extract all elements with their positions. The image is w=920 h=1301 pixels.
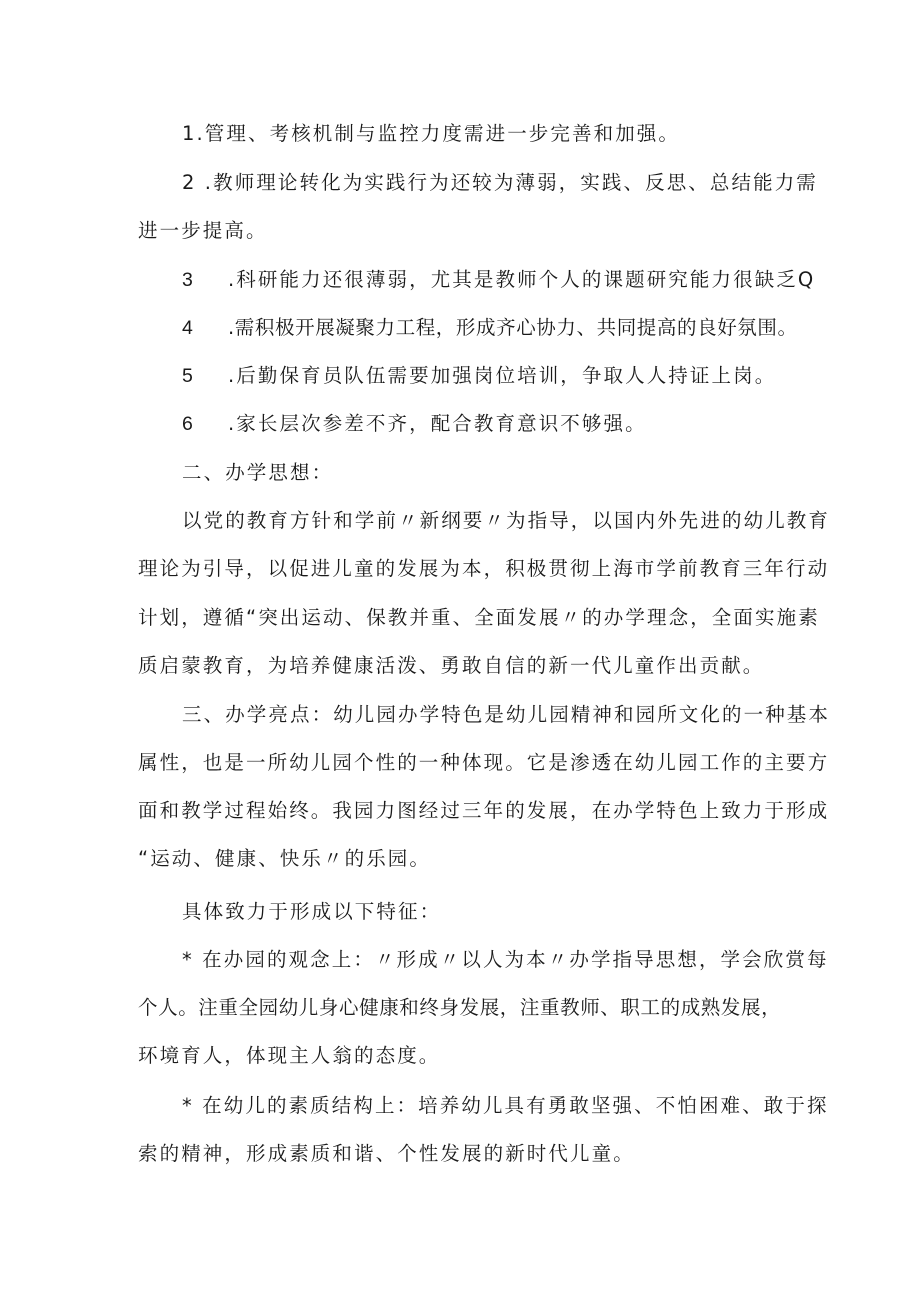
paragraph-line: 面和教学过程始终。我园力图经过三年的发展，在办学特色上致力于形成 <box>138 799 830 822</box>
list-item-5-number: 5 <box>182 365 193 387</box>
list-item-3 <box>182 268 815 292</box>
list-item-2-line-2: 进一步提高。 <box>138 219 268 242</box>
list-item-4-text: .需积极开展凝聚力工程，形成齐心协力、共同提高的良好氛围。 <box>228 316 798 339</box>
paragraph-line: 计划，遵循“突出运动、保教并重、全面发展〃的办学理念，全面实施素 <box>138 606 820 629</box>
list-item-3-number: 3 <box>182 269 193 291</box>
list-item-6 <box>182 412 647 436</box>
list-item-4-number: 4 <box>182 317 193 339</box>
bullet-line: 个人。注重全园幼儿身心健康和终身发展，注重教师、职工的成熟发展， <box>138 996 782 1019</box>
list-item-6-text: .家长层次参差不齐，配合教育意识不够强。 <box>228 412 647 435</box>
list-item-5-text: .后勤保育员队伍需要加强岗位培训，争取人人持证上岗。 <box>228 364 777 387</box>
list-item-1: 1.管理、考核机制与监控力度需进一步完善和加强。 <box>182 122 681 145</box>
bullet-line: 环境育人，体现主人翁的态度。 <box>138 1044 441 1067</box>
list-item-2-line-1: 2 .教师理论转化为实践行为还较为薄弱，实践、反思、总结能力需 <box>182 171 818 194</box>
paragraph-line: “运动、健康、快乐〃的乐园。 <box>138 847 432 870</box>
list-item-5 <box>182 364 776 388</box>
paragraph-line: 以党的教育方针和学前〃新纲要〃为指导，以国内外先进的幼儿教育 <box>182 509 831 532</box>
list-item-4 <box>182 316 798 340</box>
paragraph-line: 理论为引导，以促进儿童的发展为本，积极贯彻上海市学前教育三年行动 <box>138 557 830 580</box>
bullet-line: * 在幼儿的素质结构上：培养幼儿具有勇敢坚强、不怕困难、敢于探 <box>182 1094 829 1117</box>
paragraph-line: 属性，也是一所幼儿园个性的一种体现。它是渗透在幼儿园工作的主要方 <box>138 751 830 774</box>
bullet-line: * 在办园的观念上：〃形成〃以人为本〃办学指导思想，学会欣赏每 <box>182 948 829 971</box>
bullet-line: 索的精神，形成素质和谐、个性发展的新时代儿童。 <box>138 1142 635 1165</box>
section-heading-2: 二、办学思想： <box>182 461 334 484</box>
paragraph-line: 三、办学亮点：幼儿园办学特色是幼儿园精神和园所文化的一种基本 <box>182 703 831 726</box>
paragraph-line: 质启蒙教育，为培养健康活泼、勇敢自信的新一代儿童作出贡献。 <box>138 654 765 677</box>
list-item-6-number: 6 <box>182 413 193 435</box>
features-intro: 具体致力于形成以下特征： <box>182 900 442 923</box>
list-item-3-text: .科研能力还很薄弱，尤其是教师个人的课题研究能力很缺乏Q <box>228 268 816 291</box>
